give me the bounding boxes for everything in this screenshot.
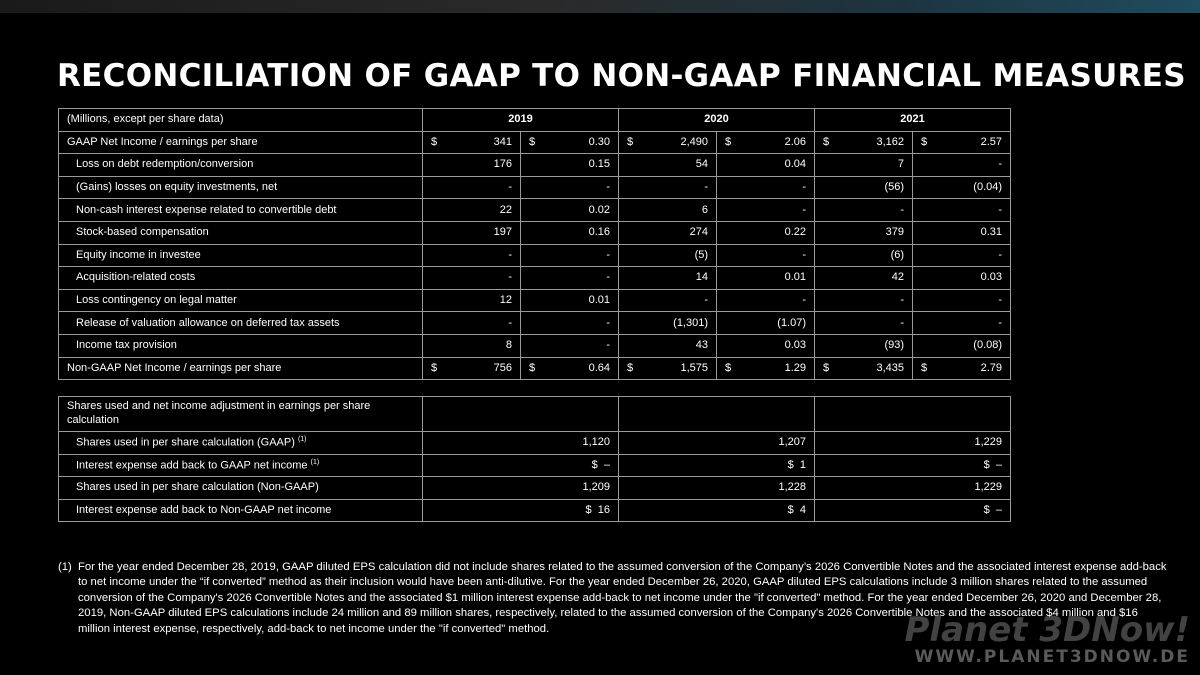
cell-value: 1	[799, 458, 806, 471]
currency-symbol: $	[591, 458, 598, 471]
cell-value: 2,490	[680, 135, 709, 148]
currency-symbol: $	[725, 361, 732, 374]
currency-cell	[627, 137, 708, 148]
currency-symbol: $	[585, 504, 592, 517]
cell-value: –	[995, 458, 1002, 471]
table-row	[59, 432, 1011, 455]
table-cell: (93)	[815, 334, 913, 357]
table-row	[59, 176, 1011, 199]
empty-header-cell	[423, 397, 619, 432]
top-accent-bar	[0, 0, 1200, 13]
table-cell	[619, 454, 815, 477]
currency-symbol: $	[823, 361, 830, 374]
table-cell	[619, 499, 815, 522]
table-cell: 43	[619, 334, 717, 357]
currency-cell	[431, 363, 512, 374]
footnote-number: (1)	[58, 561, 72, 573]
footnote-ref: (1)	[310, 459, 320, 467]
table-cell: 274	[619, 221, 717, 244]
table-cell	[521, 357, 619, 380]
table-cell: -	[619, 289, 717, 312]
table-cell: 1,207	[619, 432, 815, 455]
table-cell: 0.22	[717, 221, 815, 244]
currency-symbol: $	[787, 458, 794, 471]
currency-cell	[823, 137, 904, 148]
table-cell: -	[815, 289, 913, 312]
watermark-url: WWW.PLANET3DNOW.DE	[914, 647, 1190, 667]
table-cell: -	[521, 312, 619, 335]
currency-cell	[529, 137, 610, 148]
cell-value: 1.29	[784, 361, 807, 374]
table-cell: 0.15	[521, 154, 619, 177]
table-cell: -	[619, 176, 717, 199]
row-label-cell	[59, 499, 423, 522]
watermark-logo: Planet 3DNow!	[904, 610, 1190, 650]
table-cell: -	[913, 154, 1011, 177]
table-cell: -	[717, 289, 815, 312]
currency-symbol: $	[627, 135, 634, 148]
table-cell: -	[521, 176, 619, 199]
table-header-row	[59, 109, 1011, 132]
table-cell	[521, 131, 619, 154]
table-cell: -	[423, 312, 521, 335]
row-label: Non-GAAP Net Income / earnings per share	[59, 357, 423, 380]
table-cell: -	[521, 267, 619, 290]
table-cell: 14	[619, 267, 717, 290]
table-cell: 22	[423, 199, 521, 222]
table-cell: -	[913, 199, 1011, 222]
table-row	[59, 267, 1011, 290]
table-cell: 0.02	[521, 199, 619, 222]
cell-value: –	[603, 458, 610, 471]
shares-adjustment-table	[58, 396, 1011, 522]
table-cell	[619, 357, 717, 380]
currency-cell	[431, 137, 512, 148]
table-cell: -	[423, 176, 521, 199]
table-row	[59, 131, 1011, 154]
table-cell	[913, 131, 1011, 154]
table-cell	[913, 357, 1011, 380]
footnote-text: For the year ended December 28, 2019, GAAP diluted EPS calculation did not include shares related to the assumed conversion of the Company’s 2026 Convertible Notes and the associated interest expense add-back to net income under the “if converted” method as their inclusion would have been anti-dilutive. For the year ended December 26, 2020, GAAP diluted EPS calculations include 3 million shares related to the assumed conversion of the Company's 2026 Convertible Notes and the associated $1 million interest expense add-back to net income under the "if converted" method. For the year ended December 26, 2020 and December 28, 2019, Non-GAAP diluted EPS calculations include 24 million and 89 million shares, respectively, related to the assumed conversion of the Company's 2026 Convertible Notes and the associated $4 million and $16 million interest expense, respectively, add-back to net income under the "if converted" method.	[78, 561, 1167, 635]
table-cell: -	[815, 199, 913, 222]
table-cell: -	[913, 289, 1011, 312]
table-row	[59, 154, 1011, 177]
table-cell	[619, 131, 717, 154]
table-cell: 0.01	[717, 267, 815, 290]
currency-symbol: $	[529, 135, 536, 148]
table-cell	[423, 499, 619, 522]
currency-symbol: $	[431, 135, 438, 148]
row-label: GAAP Net Income / earnings per share	[59, 131, 423, 154]
row-label: Release of valuation allowance on deferred tax assets	[59, 312, 423, 335]
currency-symbol: $	[823, 135, 830, 148]
currency-symbol: $	[627, 361, 634, 374]
table-cell: -	[423, 267, 521, 290]
currency-cell	[725, 363, 806, 374]
cell-value: 2.06	[784, 135, 807, 148]
table-cell	[717, 357, 815, 380]
table-header-row	[59, 397, 1011, 432]
table-row	[59, 289, 1011, 312]
page-title: RECONCILIATION OF GAAP TO NON-GAAP FINANCIAL MEASURES	[57, 58, 1186, 94]
cell-value: 1,575	[680, 361, 709, 374]
currency-symbol: $	[529, 361, 536, 374]
table-cell: 1,229	[815, 432, 1011, 455]
row-label: Acquisition-related costs	[59, 267, 423, 290]
watermark	[904, 610, 1190, 667]
table-cell: 1,228	[619, 477, 815, 500]
row-label: Non-cash interest expense related to convertible debt	[59, 199, 423, 222]
header-label: (Millions, except per share data)	[59, 109, 423, 132]
row-label-cell	[59, 477, 423, 500]
table-cell: 0.16	[521, 221, 619, 244]
currency-cell	[627, 363, 708, 374]
currency-symbol: $	[921, 361, 928, 374]
table-cell: 42	[815, 267, 913, 290]
row-label-cell	[59, 432, 423, 455]
row-label: Shares used in per share calculation (Non-GAAP)	[76, 481, 319, 494]
table-cell: 0.31	[913, 221, 1011, 244]
row-label: Stock-based compensation	[59, 221, 423, 244]
currency-symbol: $	[983, 504, 990, 517]
row-label: Interest expense add back to GAAP net income	[76, 459, 308, 472]
year-header-2019: 2019	[423, 109, 619, 132]
year-header-2021: 2021	[815, 109, 1011, 132]
table-row	[59, 454, 1011, 477]
row-label: (Gains) losses on equity investments, net	[59, 176, 423, 199]
cell-value: 3,162	[876, 135, 905, 148]
table-cell: 54	[619, 154, 717, 177]
table-cell: -	[717, 176, 815, 199]
table-cell: 1,209	[423, 477, 619, 500]
row-label: Loss on debt redemption/conversion	[59, 154, 423, 177]
gaap-reconciliation-table	[58, 108, 1011, 380]
currency-symbol: $	[787, 504, 794, 517]
table-cell: 0.04	[717, 154, 815, 177]
table-row	[59, 499, 1011, 522]
table-cell: 0.03	[717, 334, 815, 357]
table-cell: -	[521, 334, 619, 357]
currency-cell	[921, 137, 1002, 148]
table-cell: (0.04)	[913, 176, 1011, 199]
table-cell	[815, 499, 1011, 522]
table-cell: 0.03	[913, 267, 1011, 290]
cell-value: 0.30	[588, 135, 611, 148]
table-cell	[423, 131, 521, 154]
empty-header-cell	[619, 397, 815, 432]
table-row	[59, 199, 1011, 222]
currency-cell	[823, 363, 904, 374]
table-cell: -	[521, 244, 619, 267]
year-header-2020: 2020	[619, 109, 815, 132]
table-cell: 0.01	[521, 289, 619, 312]
table-cell: 7	[815, 154, 913, 177]
header-label: Shares used and net income adjustment in earnings per share calculation	[59, 397, 423, 432]
table-cell	[717, 131, 815, 154]
table-cell: (6)	[815, 244, 913, 267]
table-cell	[423, 357, 521, 380]
table-cell: 8	[423, 334, 521, 357]
currency-cell	[529, 363, 610, 374]
currency-cell	[725, 137, 806, 148]
table-row	[59, 334, 1011, 357]
table-cell: 6	[619, 199, 717, 222]
row-label-cell	[59, 454, 423, 477]
table-row	[59, 221, 1011, 244]
cell-value: 2.79	[980, 361, 1003, 374]
table-row	[59, 244, 1011, 267]
empty-header-cell	[815, 397, 1011, 432]
currency-symbol: $	[921, 135, 928, 148]
table-cell: (1.07)	[717, 312, 815, 335]
row-label: Equity income in investee	[59, 244, 423, 267]
cell-value: 756	[493, 361, 512, 374]
row-label: Loss contingency on legal matter	[59, 289, 423, 312]
table-cell: -	[717, 199, 815, 222]
table-cell: -	[717, 244, 815, 267]
cell-value: 341	[493, 135, 512, 148]
row-label: Interest expense add back to Non-GAAP net income	[76, 504, 332, 517]
table-row	[59, 357, 1011, 380]
table-cell	[423, 454, 619, 477]
currency-symbol: $	[431, 361, 438, 374]
table-cell: 12	[423, 289, 521, 312]
table-cell: 197	[423, 221, 521, 244]
table-cell: -	[423, 244, 521, 267]
table-cell	[815, 131, 913, 154]
row-label: Shares used in per share calculation (GAAP)	[76, 437, 295, 450]
currency-symbol: $	[983, 458, 990, 471]
table-cell	[815, 454, 1011, 477]
footnote-ref: (1)	[297, 436, 307, 444]
table-cell	[815, 357, 913, 380]
table-cell: -	[913, 244, 1011, 267]
table-row	[59, 477, 1011, 500]
table-cell: 1,229	[815, 477, 1011, 500]
cell-value: 3,435	[876, 361, 905, 374]
table-cell: -	[913, 312, 1011, 335]
currency-symbol: $	[725, 135, 732, 148]
table-cell: (0.08)	[913, 334, 1011, 357]
cell-value: 16	[597, 504, 610, 517]
cell-value: 2.57	[980, 135, 1003, 148]
row-label: Income tax provision	[59, 334, 423, 357]
currency-cell	[921, 363, 1002, 374]
table-cell: (5)	[619, 244, 717, 267]
table-cell: 1,120	[423, 432, 619, 455]
table-cell: 176	[423, 154, 521, 177]
cell-value: 0.64	[588, 361, 611, 374]
cell-value: 4	[799, 504, 806, 517]
table-cell: (1,301)	[619, 312, 717, 335]
table-cell: (56)	[815, 176, 913, 199]
table-row	[59, 312, 1011, 335]
table-cell: 379	[815, 221, 913, 244]
cell-value: –	[995, 504, 1002, 517]
table-cell: -	[815, 312, 913, 335]
